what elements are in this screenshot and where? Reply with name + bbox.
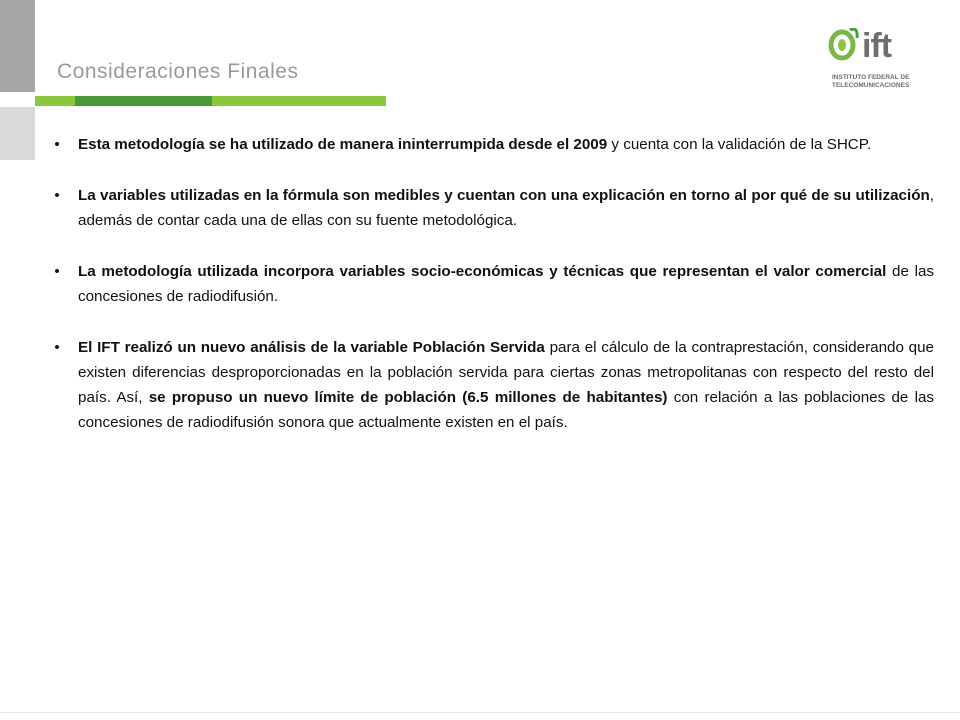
logo-subtitle-line: TELECOMUNICACIONES — [832, 82, 910, 89]
logo-subtitle — [832, 74, 909, 90]
title-underline-segment — [212, 96, 386, 106]
bullet-list — [50, 132, 934, 461]
logo-subtitle-line: INSTITUTO FEDERAL DE — [832, 74, 910, 81]
bullet-item — [50, 335, 934, 435]
bullet-bold-text: El IFT realizó un nuevo análisis de la variable Población Servida — [78, 339, 545, 356]
left-accent-bar-light — [0, 107, 35, 160]
bullet-dot-icon: • — [54, 339, 60, 356]
left-accent-bar — [0, 0, 35, 92]
logo-wordmark: ift — [862, 27, 892, 65]
title-underline-segment — [35, 96, 75, 106]
bullet-dot-icon: • — [54, 187, 60, 204]
title-underline-segment — [75, 96, 212, 106]
bullet-text: con relación a las poblaciones de las concesiones de radiodifusión sonora que actualmente existen en el país. — [78, 389, 934, 431]
bullet-item — [50, 132, 934, 157]
bullet-bold-text: se propuso un nuevo límite de población (6.5 millones de habitantes) — [148, 389, 668, 406]
bullet-text: y cuenta con la validación de la SHCP. — [607, 136, 872, 153]
bullet-dot-icon: • — [54, 263, 60, 280]
bullet-bold-text: Esta metodología se ha utilizado de manera ininterrumpida desde el 2009 — [78, 136, 608, 153]
bullet-bold-text: La variables utilizadas en la fórmula son medibles y cuentan con una explicación en torno al por qué de su utilización — [78, 187, 930, 204]
bullet-bold-text: La metodología utilizada incorpora variables socio-económicas y técnicas que representan el valor comercial — [78, 263, 887, 280]
bullet-item — [50, 183, 934, 233]
bullet-text: para el cálculo de la contraprestación, considerando que existen diferencias desproporcionadas en la población servida para ciertas zonas metropolitanas con respecto del resto del país. Así, — [78, 339, 934, 406]
bullet-text: , además de contar cada una de ellas con su fuente metodológica. — [78, 187, 934, 229]
bullet-item — [50, 259, 934, 309]
bullet-dot-icon: • — [54, 136, 60, 153]
slide-title: Consideraciones Finales — [57, 60, 299, 83]
footer-divider — [0, 712, 960, 713]
bullet-text: de las concesiones de radiodifusión. — [78, 263, 935, 305]
